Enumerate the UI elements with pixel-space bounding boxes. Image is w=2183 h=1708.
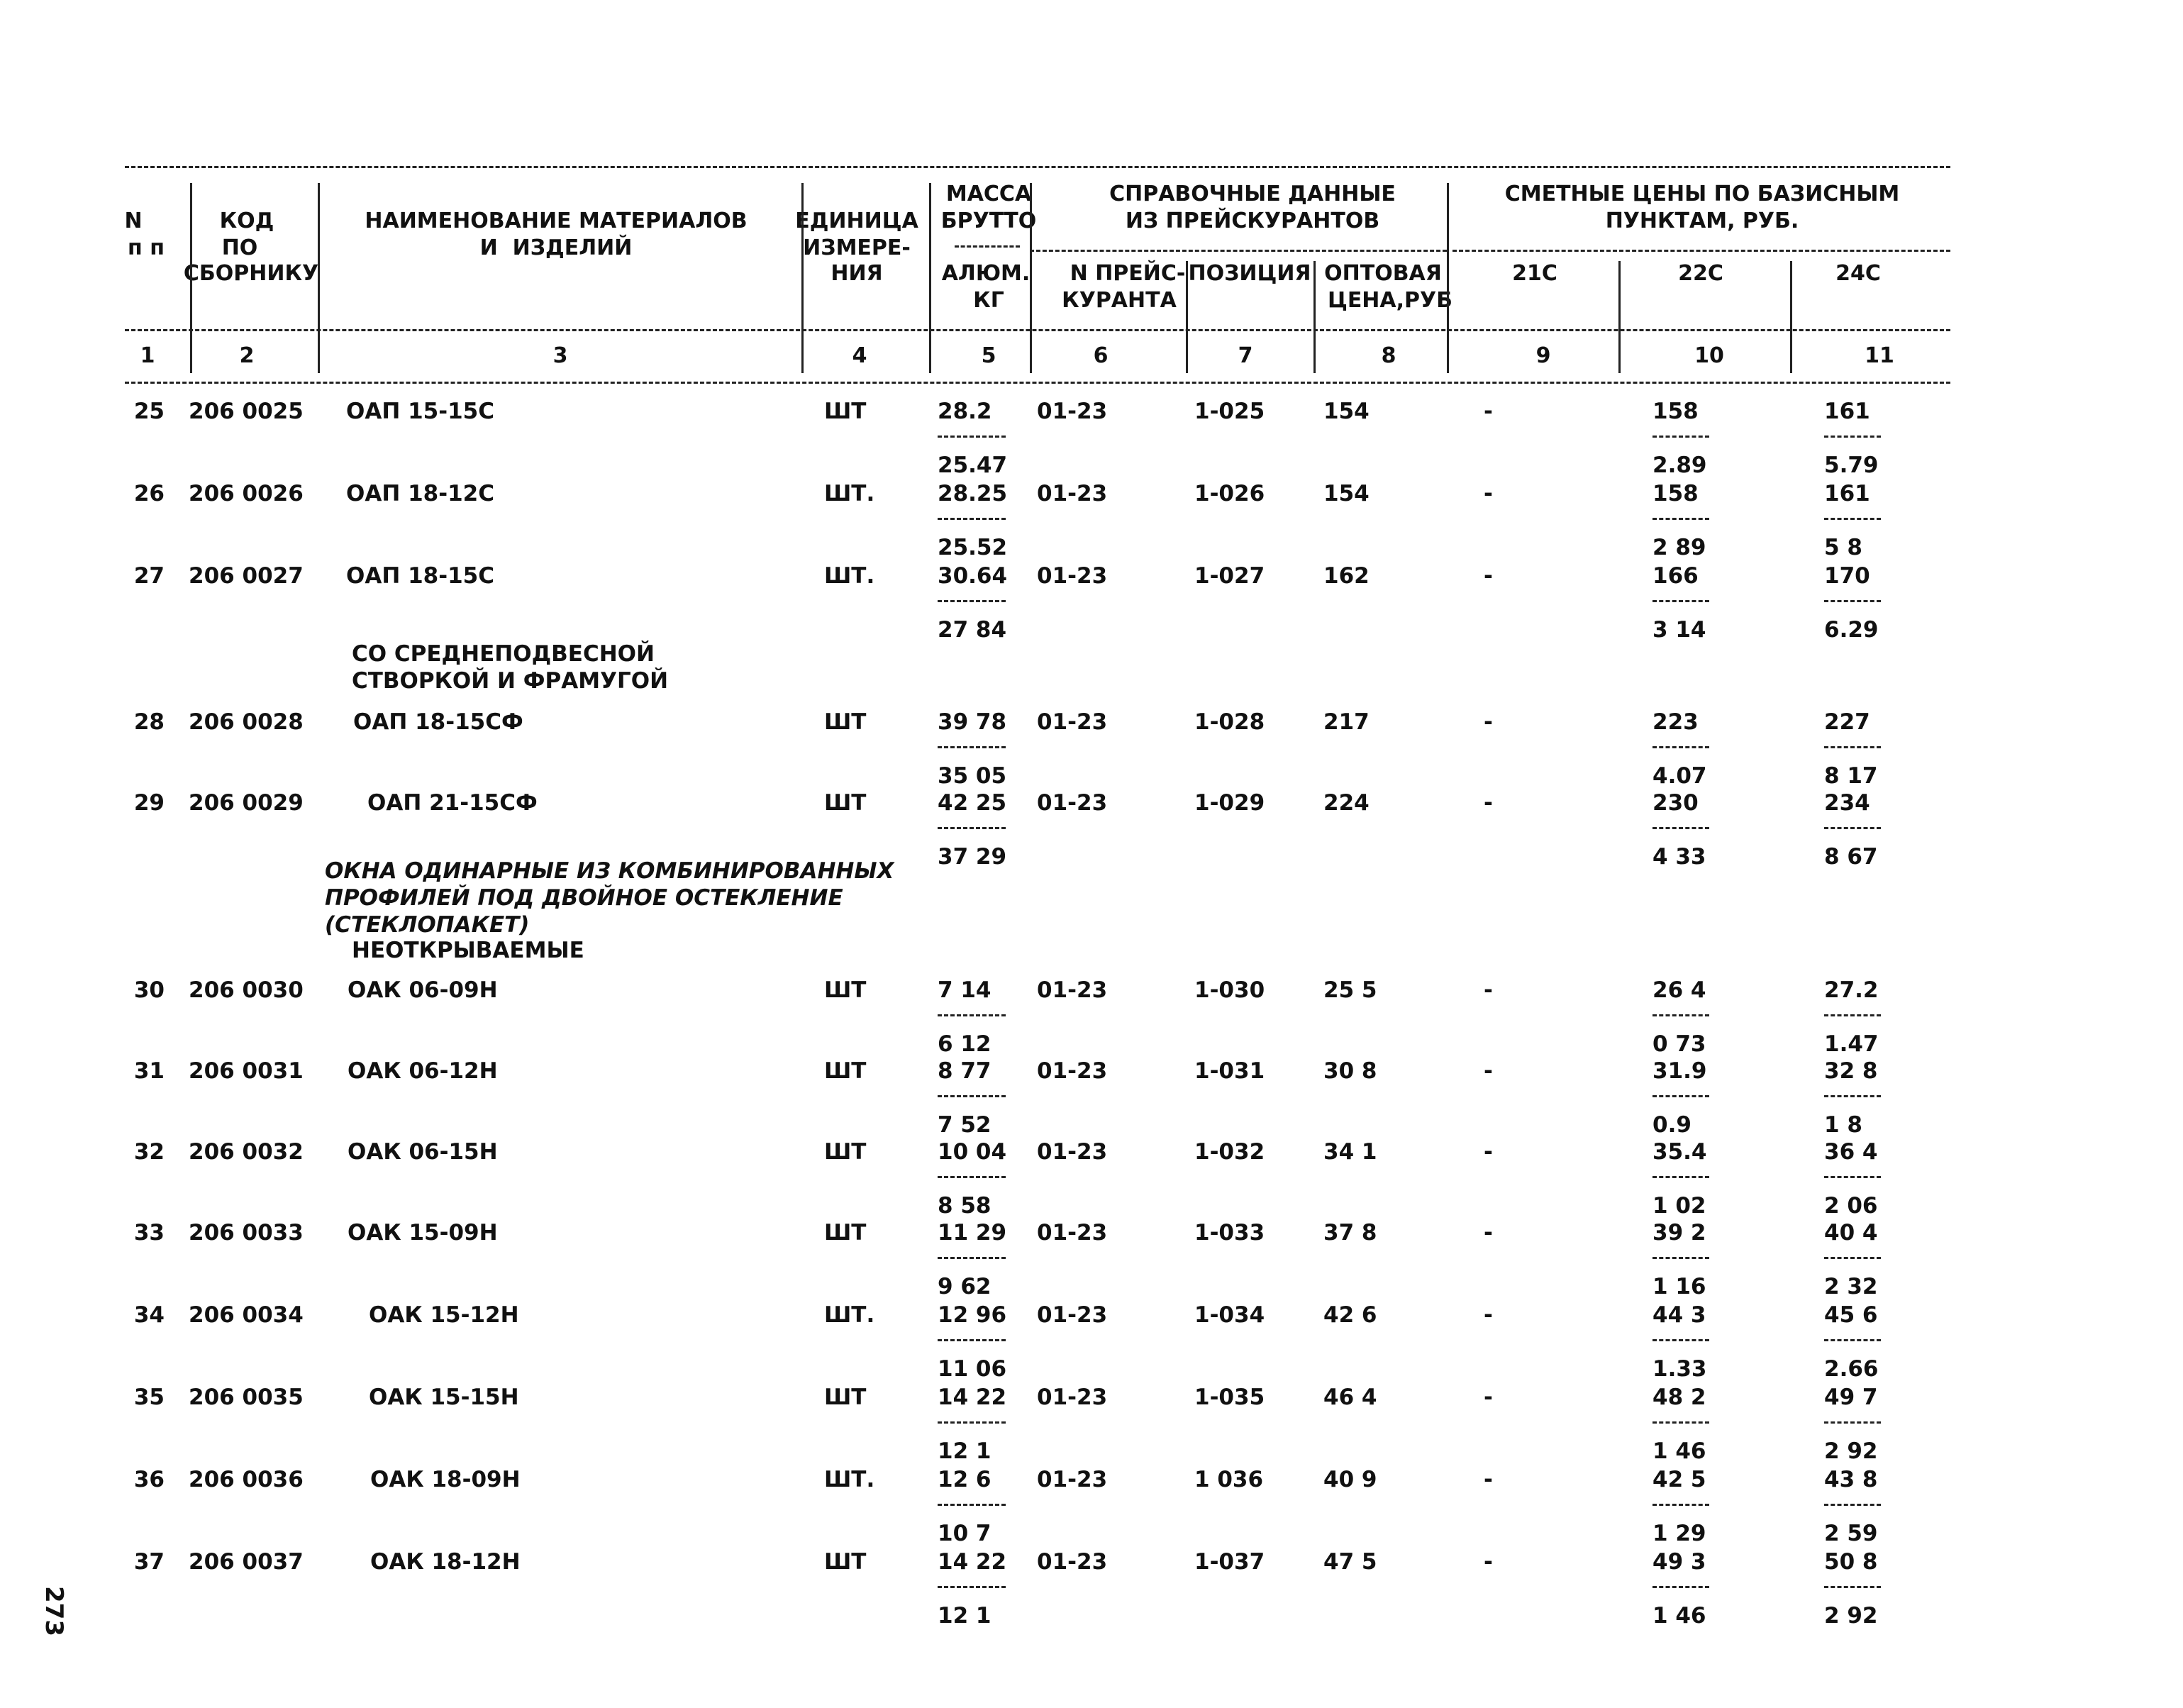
- cell-pr: 01-23: [1037, 709, 1108, 735]
- cell-mass2: 6 12: [938, 1031, 991, 1057]
- cell-p22b: 4 33: [1652, 844, 1706, 870]
- cell-unit: ШТ: [824, 399, 867, 424]
- cell-p22b: 1 02: [1652, 1193, 1706, 1219]
- cell-mass2: 8 58: [938, 1193, 991, 1219]
- cell-pos: 1-034: [1194, 1302, 1265, 1328]
- cell-pr: 01-23: [1037, 399, 1108, 424]
- cell-p24: 50 8: [1824, 1549, 1878, 1575]
- cell-mass: 11 29: [938, 1220, 1007, 1246]
- cell-name: ОАП 18-15С: [346, 563, 494, 589]
- cell-p22: 39 2: [1652, 1220, 1706, 1246]
- cell-p24b: 2 92: [1824, 1603, 1878, 1629]
- cell-mass2: 11 06: [938, 1356, 1007, 1382]
- cell-p22b: 2.89: [1652, 453, 1707, 478]
- cell-unit: ШТ: [824, 1385, 867, 1410]
- column-number: 11: [1865, 343, 1894, 368]
- header-col1-line2: п п: [128, 235, 165, 260]
- fraction-bar: [1824, 1504, 1881, 1506]
- fraction-bar: [1824, 827, 1881, 829]
- fraction-bar: [1824, 436, 1881, 438]
- cell-pos: 1-031: [1194, 1058, 1265, 1084]
- section-heading-line: СО СРЕДНЕПОДВЕСНОЙ: [352, 641, 655, 667]
- fraction-bar: [938, 1339, 1006, 1341]
- column-number: 2: [239, 343, 255, 368]
- column-number: 3: [552, 343, 568, 368]
- cell-price: 154: [1323, 399, 1370, 424]
- fraction-bar: [938, 600, 1006, 602]
- cell-name: ОАК 15-15Н: [369, 1385, 519, 1410]
- cell-p22: 166: [1652, 563, 1699, 589]
- cell-mass: 30.64: [938, 563, 1008, 589]
- cell-mass2: 7 52: [938, 1112, 991, 1138]
- cell-p24b: 5 8: [1824, 535, 1862, 560]
- cell-price: 47 5: [1323, 1549, 1377, 1575]
- fraction-bar: [938, 1014, 1006, 1016]
- fraction-bar: [938, 1176, 1006, 1178]
- cell-pr: 01-23: [1037, 977, 1108, 1003]
- cell-pos: 1-035: [1194, 1385, 1265, 1410]
- header-col5-line2: БРУТТО: [940, 209, 1037, 233]
- fraction-bar: [938, 746, 1006, 748]
- header-col2-line2: ПО: [221, 235, 258, 260]
- cell-p24b: 1 8: [1824, 1112, 1862, 1138]
- header-col2-line3: СБОРНИКУ: [183, 261, 319, 286]
- fraction-bar: [1652, 1014, 1709, 1016]
- cell-p24: 234: [1824, 790, 1870, 816]
- cell-n: 25: [133, 399, 165, 424]
- column-number: 6: [1093, 343, 1109, 368]
- cell-p22: 48 2: [1652, 1385, 1706, 1410]
- cell-price: 224: [1323, 790, 1370, 816]
- cell-p22: 44 3: [1652, 1302, 1706, 1328]
- header-col8-line1: ОПТОВАЯ: [1324, 261, 1442, 286]
- header-col5-line3: АЛЮМ.: [941, 261, 1031, 286]
- header-col10-label: 22С: [1678, 261, 1723, 286]
- cell-n: 31: [133, 1058, 165, 1084]
- cell-code: 206 0026: [189, 481, 304, 506]
- cell-pr: 01-23: [1037, 1220, 1108, 1246]
- header-vsep: [190, 183, 192, 373]
- cell-code: 206 0035: [189, 1385, 304, 1410]
- cell-p22: 158: [1652, 481, 1699, 506]
- cell-name: ОАК 15-12Н: [369, 1302, 519, 1328]
- cell-p24b: 2 06: [1824, 1193, 1878, 1219]
- cell-p24: 161: [1824, 481, 1870, 506]
- cell-mass: 7 14: [938, 977, 991, 1003]
- header-col4-line3: НИЯ: [831, 261, 883, 286]
- cell-price: 34 1: [1323, 1139, 1377, 1165]
- cell-p24b: 8 17: [1824, 763, 1878, 789]
- column-number: 7: [1238, 343, 1253, 368]
- cell-price: 37 8: [1323, 1220, 1377, 1246]
- cell-mass2: 25.47: [938, 453, 1008, 478]
- cell-price: 46 4: [1323, 1385, 1377, 1410]
- cell-pr: 01-23: [1037, 481, 1108, 506]
- cell-name: ОАП 18-12С: [346, 481, 494, 506]
- fraction-bar: [1824, 518, 1881, 520]
- cell-p21: -: [1484, 1139, 1493, 1165]
- fraction-bar: [1824, 1014, 1881, 1016]
- cell-mass2: 37 29: [938, 844, 1007, 870]
- cell-unit: ШТ.: [824, 481, 875, 506]
- cell-unit: ШТ.: [824, 1467, 875, 1492]
- fraction-bar: [1824, 1339, 1881, 1341]
- cell-mass: 10 04: [938, 1139, 1007, 1165]
- column-number: 9: [1535, 343, 1551, 368]
- fraction-bar: [1824, 600, 1881, 602]
- cell-n: 27: [133, 563, 165, 589]
- cell-mass: 28.25: [938, 481, 1008, 506]
- fraction-bar: [938, 436, 1006, 438]
- section-subheading: НЕОТКРЫВАЕМЫЕ: [352, 938, 584, 963]
- cell-name: ОАК 06-09Н: [348, 977, 498, 1003]
- cell-n: 33: [133, 1220, 165, 1246]
- fraction-bar: [1652, 1176, 1709, 1178]
- header-col3-line1: НАИМЕНОВАНИЕ МАТЕРИАЛОВ: [365, 209, 748, 233]
- cell-code: 206 0027: [189, 563, 304, 589]
- cell-p21: -: [1484, 399, 1493, 424]
- header-col8-line2: ЦЕНА,РУБ: [1327, 288, 1453, 313]
- fraction-bar: [1652, 1257, 1709, 1259]
- fraction-bar: [938, 1421, 1006, 1424]
- fraction-bar: [1824, 1095, 1881, 1097]
- cell-code: 206 0028: [189, 709, 304, 735]
- cell-p22b: 1.33: [1652, 1356, 1707, 1382]
- header-vsep: [318, 183, 320, 373]
- header-group2-line1: СМЕТНЫЕ ЦЕНЫ ПО БАЗИСНЫМ: [1504, 182, 1900, 206]
- header-col6-line2: КУРАНТА: [1062, 288, 1177, 313]
- cell-code: 206 0031: [189, 1058, 304, 1084]
- cell-mass: 12 6: [938, 1467, 991, 1492]
- cell-price: 217: [1323, 709, 1370, 735]
- cell-price: 40 9: [1323, 1467, 1377, 1492]
- header-col5-divider: [955, 245, 1020, 248]
- header-group1-rule: [1030, 250, 1447, 252]
- cell-p24b: 5.79: [1824, 453, 1879, 478]
- cell-name: ОАП 18-15СФ: [353, 709, 523, 735]
- cell-name: ОАК 18-12Н: [370, 1549, 521, 1575]
- cell-name: ОАП 15-15С: [346, 399, 494, 424]
- header-bottom-rule: [125, 382, 1950, 384]
- cell-p24: 32 8: [1824, 1058, 1878, 1084]
- cell-p24b: 2.66: [1824, 1356, 1879, 1382]
- header-group1-line1: СПРАВОЧНЫЕ ДАННЫЕ: [1109, 182, 1396, 206]
- cell-mass: 14 22: [938, 1549, 1007, 1575]
- cell-code: 206 0032: [189, 1139, 304, 1165]
- fraction-bar: [1652, 1095, 1709, 1097]
- fraction-bar: [1824, 1257, 1881, 1259]
- cell-p21: -: [1484, 1467, 1493, 1492]
- fraction-bar: [1652, 1504, 1709, 1506]
- column-number: 4: [852, 343, 867, 368]
- cell-pos: 1-026: [1194, 481, 1265, 506]
- cell-p22b: 0 73: [1652, 1031, 1706, 1057]
- cell-p22b: 0.9: [1652, 1112, 1692, 1138]
- cell-n: 35: [133, 1385, 165, 1410]
- cell-name: ОАП 21-15СФ: [367, 790, 538, 816]
- cell-p22b: 1 46: [1652, 1603, 1706, 1629]
- cell-p22b: 3 14: [1652, 617, 1706, 643]
- cell-p24b: 2 59: [1824, 1521, 1878, 1546]
- cell-unit: ШТ: [824, 790, 867, 816]
- cell-name: ОАК 06-15Н: [348, 1139, 498, 1165]
- cell-p24b: 1.47: [1824, 1031, 1879, 1057]
- cell-pr: 01-23: [1037, 1467, 1108, 1492]
- cell-p21: -: [1484, 481, 1493, 506]
- cell-p22: 230: [1652, 790, 1699, 816]
- cell-p22b: 1 16: [1652, 1274, 1706, 1299]
- cell-p21: -: [1484, 1220, 1493, 1246]
- cell-p24: 43 8: [1824, 1467, 1878, 1492]
- cell-price: 154: [1323, 481, 1370, 506]
- fraction-bar: [1824, 746, 1881, 748]
- cell-p22: 49 3: [1652, 1549, 1706, 1575]
- cell-pos: 1-027: [1194, 563, 1265, 589]
- header-vsep: [929, 183, 931, 373]
- cell-n: 36: [133, 1467, 165, 1492]
- cell-p22: 42 5: [1652, 1467, 1706, 1492]
- header-col4-line2: ИЗМЕРЕ-: [803, 235, 911, 260]
- header-col5-line1: МАССА: [945, 182, 1032, 206]
- cell-code: 206 0036: [189, 1467, 304, 1492]
- cell-pr: 01-23: [1037, 563, 1108, 589]
- cell-price: 25 5: [1323, 977, 1377, 1003]
- cell-p22: 223: [1652, 709, 1699, 735]
- cell-price: 30 8: [1323, 1058, 1377, 1084]
- cell-p24b: 2 32: [1824, 1274, 1878, 1299]
- page-number: 273: [40, 1586, 68, 1636]
- header-vsep: [801, 183, 804, 373]
- cell-pos: 1-032: [1194, 1139, 1265, 1165]
- header-col1-line1: N: [124, 209, 143, 233]
- section-heading-italic-line: (СТЕКЛОПАКЕТ): [325, 912, 530, 938]
- cell-mass2: 9 62: [938, 1274, 991, 1299]
- fraction-bar: [1652, 827, 1709, 829]
- cell-n: 28: [133, 709, 165, 735]
- fraction-bar: [938, 1257, 1006, 1259]
- cell-code: 206 0034: [189, 1302, 304, 1328]
- header-col5-line4: КГ: [973, 288, 1004, 313]
- cell-mass: 28.2: [938, 399, 992, 424]
- cell-p22: 26 4: [1652, 977, 1706, 1003]
- fraction-bar: [1824, 1421, 1881, 1424]
- cell-p21: -: [1484, 709, 1493, 735]
- fraction-bar: [1652, 518, 1709, 520]
- header-vsep: [1030, 183, 1032, 373]
- cell-price: 162: [1323, 563, 1370, 589]
- cell-code: 206 0029: [189, 790, 304, 816]
- cell-p21: -: [1484, 563, 1493, 589]
- section-heading-italic-line: ПРОФИЛЕЙ ПОД ДВОЙНОЕ ОСТЕКЛЕНИЕ: [325, 885, 843, 911]
- cell-p24: 227: [1824, 709, 1870, 735]
- cell-pos: 1-033: [1194, 1220, 1265, 1246]
- column-number: 1: [140, 343, 155, 368]
- cell-p24: 45 6: [1824, 1302, 1878, 1328]
- cell-p21: -: [1484, 977, 1493, 1003]
- cell-n: 37: [133, 1549, 165, 1575]
- cell-p24b: 8 67: [1824, 844, 1878, 870]
- cell-pos: 1-028: [1194, 709, 1265, 735]
- header-col6-line1: N ПРЕЙС-: [1070, 261, 1186, 286]
- header-vsep: [1618, 261, 1621, 373]
- header-col9-label: 21С: [1512, 261, 1557, 286]
- cell-n: 32: [133, 1139, 165, 1165]
- fraction-bar: [1652, 1421, 1709, 1424]
- cell-p24b: 6.29: [1824, 617, 1879, 643]
- cell-mass2: 12 1: [938, 1438, 991, 1464]
- cell-code: 206 0025: [189, 399, 304, 424]
- column-number: 10: [1694, 343, 1724, 368]
- cell-code: 206 0033: [189, 1220, 304, 1246]
- cell-p22: 35.4: [1652, 1139, 1707, 1165]
- cell-p22: 31.9: [1652, 1058, 1707, 1084]
- header-top-rule: [125, 166, 1950, 168]
- fraction-bar: [1824, 1586, 1881, 1588]
- cell-pr: 01-23: [1037, 1302, 1108, 1328]
- cell-p24: 49 7: [1824, 1385, 1878, 1410]
- header-col4-line1: ЕДИНИЦА: [795, 209, 918, 233]
- fraction-bar: [1652, 1339, 1709, 1341]
- cell-price: 42 6: [1323, 1302, 1377, 1328]
- cell-p22b: 4.07: [1652, 763, 1707, 789]
- header-vsep: [1790, 261, 1792, 373]
- header-vsep: [1313, 261, 1316, 373]
- cell-unit: ШТ.: [824, 1302, 875, 1328]
- cell-pos: 1-037: [1194, 1549, 1265, 1575]
- cell-pr: 01-23: [1037, 1549, 1108, 1575]
- cell-pos: 1-025: [1194, 399, 1265, 424]
- cell-pos: 1-030: [1194, 977, 1265, 1003]
- header-col2-line1: КОД: [219, 209, 274, 233]
- cell-mass: 8 77: [938, 1058, 991, 1084]
- cell-unit: ШТ: [824, 709, 867, 735]
- header-vsep: [1447, 183, 1449, 373]
- header-col3-line2: И ИЗДЕЛИЙ: [479, 235, 633, 260]
- cell-pr: 01-23: [1037, 790, 1108, 816]
- cell-pr: 01-23: [1037, 1139, 1108, 1165]
- cell-p21: -: [1484, 1302, 1493, 1328]
- cell-code: 206 0037: [189, 1549, 304, 1575]
- cell-mass: 42 25: [938, 790, 1007, 816]
- cell-unit: ШТ: [824, 1058, 867, 1084]
- column-number: 5: [981, 343, 996, 368]
- column-number: 8: [1381, 343, 1396, 368]
- fraction-bar: [1824, 1176, 1881, 1178]
- cell-mass2: 12 1: [938, 1603, 991, 1629]
- cell-pr: 01-23: [1037, 1385, 1108, 1410]
- fraction-bar: [938, 1095, 1006, 1097]
- cell-p22: 158: [1652, 399, 1699, 424]
- header-col7-label: ПОЗИЦИЯ: [1188, 261, 1311, 286]
- cell-n: 30: [133, 977, 165, 1003]
- cell-p21: -: [1484, 1549, 1493, 1575]
- cell-name: ОАК 06-12Н: [348, 1058, 498, 1084]
- cell-unit: ШТ: [824, 1139, 867, 1165]
- cell-unit: ШТ: [824, 1549, 867, 1575]
- cell-mass: 39 78: [938, 709, 1007, 735]
- cell-pos: 1 036: [1194, 1467, 1264, 1492]
- cell-pos: 1-029: [1194, 790, 1265, 816]
- cell-p24: 170: [1824, 563, 1870, 589]
- cell-n: 26: [133, 481, 165, 506]
- cell-mass2: 25.52: [938, 535, 1008, 560]
- header-group2-rule: [1452, 250, 1950, 252]
- cell-mass2: 10 7: [938, 1521, 991, 1546]
- cell-p24b: 2 92: [1824, 1438, 1878, 1464]
- section-heading-italic-line: ОКНА ОДИНАРНЫЕ ИЗ КОМБИНИРОВАННЫХ: [325, 858, 894, 884]
- cell-p21: -: [1484, 1058, 1493, 1084]
- cell-p22b: 1 29: [1652, 1521, 1706, 1546]
- cell-name: ОАК 15-09Н: [348, 1220, 498, 1246]
- cell-unit: ШТ: [824, 1220, 867, 1246]
- cell-unit: ШТ.: [824, 563, 875, 589]
- fraction-bar: [938, 1586, 1006, 1588]
- cell-mass: 14 22: [938, 1385, 1007, 1410]
- cell-name: ОАК 18-09Н: [370, 1467, 521, 1492]
- header-col11-label: 24С: [1835, 261, 1881, 286]
- header-group2-line2: ПУНКТАМ, РУБ.: [1605, 209, 1799, 233]
- cell-mass2: 27 84: [938, 617, 1007, 643]
- fraction-bar: [1652, 436, 1709, 438]
- header-vsep: [1186, 261, 1188, 373]
- cell-n: 34: [133, 1302, 165, 1328]
- cell-p24: 27.2: [1824, 977, 1879, 1003]
- cell-p22b: 2 89: [1652, 535, 1706, 560]
- fraction-bar: [1652, 600, 1709, 602]
- fraction-bar: [938, 518, 1006, 520]
- section-heading-line: СТВОРКОЙ И ФРАМУГОЙ: [352, 668, 669, 694]
- cell-p24: 161: [1824, 399, 1870, 424]
- cell-p21: -: [1484, 790, 1493, 816]
- cell-p21: -: [1484, 1385, 1493, 1410]
- header-number-rule: [125, 329, 1950, 331]
- cell-mass: 12 96: [938, 1302, 1007, 1328]
- fraction-bar: [1652, 746, 1709, 748]
- cell-n: 29: [133, 790, 165, 816]
- fraction-bar: [1652, 1586, 1709, 1588]
- cell-mass2: 35 05: [938, 763, 1007, 789]
- cell-code: 206 0030: [189, 977, 304, 1003]
- fraction-bar: [938, 827, 1006, 829]
- cell-p24: 36 4: [1824, 1139, 1878, 1165]
- cell-p24: 40 4: [1824, 1220, 1878, 1246]
- fraction-bar: [938, 1504, 1006, 1506]
- cell-unit: ШТ: [824, 977, 867, 1003]
- header-group1-line2: ИЗ ПРЕЙСКУРАНТОВ: [1125, 209, 1380, 233]
- cell-p22b: 1 46: [1652, 1438, 1706, 1464]
- cell-pr: 01-23: [1037, 1058, 1108, 1084]
